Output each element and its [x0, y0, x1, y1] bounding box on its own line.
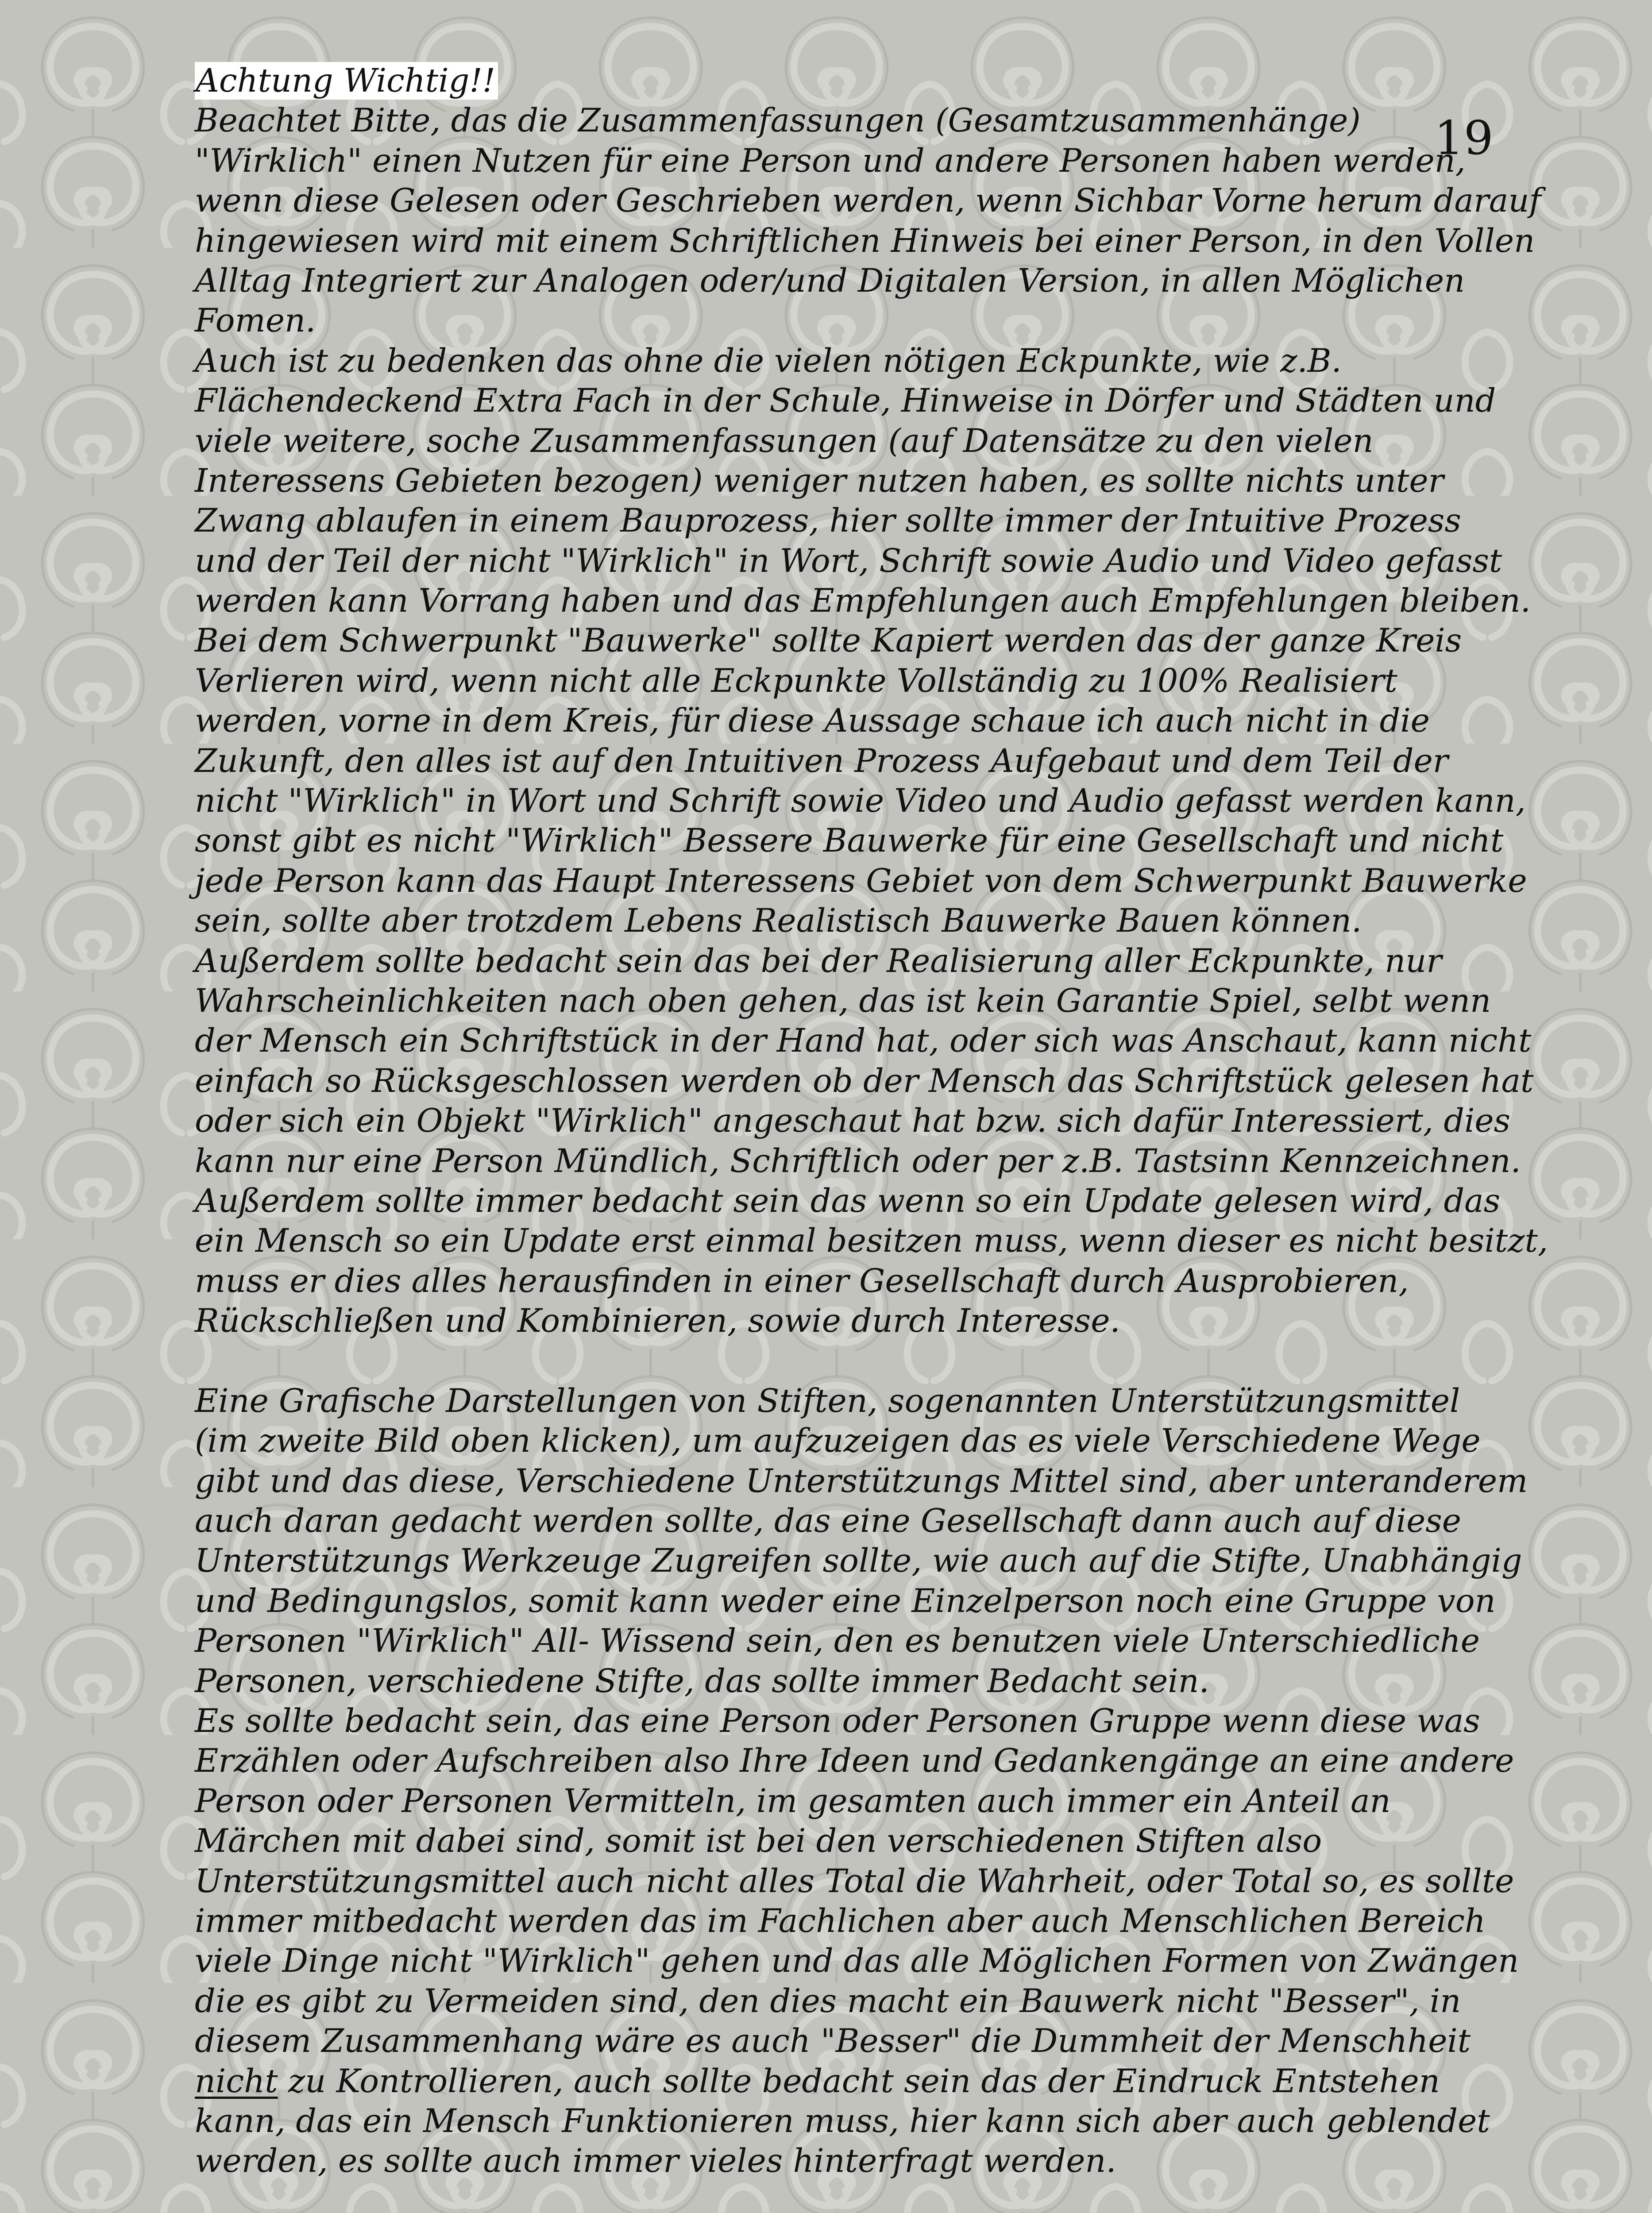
text-line: Rückschließen und Kombinieren, sowie durch Interesse. — [195, 1302, 1120, 1340]
blank-line — [195, 1342, 1523, 1381]
text-line: jede Person kann das Haupt Interessens Gebiet von dem Schwerpunkt Bauwerke — [195, 862, 1527, 900]
text-line: Eine Grafische Darstellungen von Stiften, sogenannten Unterstützungsmittel — [195, 1382, 1460, 1420]
text-line: sonst gibt es nicht "Wirklich" Bessere Bauwerke für eine Gesellschaft und nicht — [195, 822, 1504, 860]
text-line: Märchen mit dabei sind, somit ist bei den verschiedenen Stiften also — [195, 1822, 1322, 1860]
text-line: Alltag Integriert zur Analogen oder/und Digitalen Version, in allen Möglichen — [195, 262, 1465, 300]
text-line: Unterstützungsmittel auch nicht alles Total die Wahrheit, oder Total so, es sollte — [195, 1862, 1514, 1900]
text-line: und der Teil der nicht "Wirklich" in Wort, Schrift sowie Audio und Video gefasst — [195, 542, 1502, 580]
text-line: der Mensch ein Schriftstück in der Hand hat, oder sich was Anschaut, kann nicht — [195, 1022, 1532, 1060]
text-line: Außerdem sollte immer bedacht sein das wenn so ein Update gelesen wird, das — [195, 1182, 1501, 1220]
text-line: Beachtet Bitte, das die Zusammenfassungen (Gesamtzusammenhänge) — [195, 102, 1361, 140]
text-line: sein, sollte aber trotzdem Lebens Realistisch Bauwerke Bauen können. — [195, 902, 1362, 940]
text-line: Zukunft, den alles ist auf den Intuitiven Prozess Aufgebaut und dem Teil der — [195, 742, 1448, 780]
text-line: die es gibt zu Vermeiden sind, den dies macht ein Bauwerk nicht "Besser", in — [195, 1982, 1461, 2020]
text-line: immer mitbedacht werden das im Fachlichen aber auch Menschlichen Bereich — [195, 1902, 1486, 1940]
text-line: "Wirklich" einen Nutzen für eine Person und andere Personen haben werden, — [195, 142, 1466, 180]
document-body-text — [195, 61, 1548, 2182]
text-line: kann nur eine Person Mündlich, Schriftlich oder per z.B. Tastsinn Kennzeichnen. — [195, 1142, 1521, 1180]
underlined-line-rest: zu Kontrollieren, auch sollte bedacht sein das der Eindruck Entstehen — [278, 2062, 1440, 2100]
page-number: 19 — [1434, 111, 1494, 165]
underlined-word: nicht — [195, 2062, 278, 2100]
highlighted-heading: Achtung Wichtig!! — [195, 62, 498, 100]
text-line: Flächendeckend Extra Fach in der Schule, Hinweise in Dörfer und Städten und — [195, 382, 1496, 420]
text-line: werden kann Vorrang haben und das Empfehlungen auch Empfehlungen bleiben. — [195, 582, 1531, 620]
text-line: Interessens Gebieten bezogen) weniger nutzen haben, es sollte nichts unter — [195, 462, 1444, 500]
underlined-line — [195, 2062, 1523, 2101]
text-line: Zwang ablaufen in einem Bauprozess, hier sollte immer der Intuitive Prozess — [195, 502, 1461, 540]
text-line: werden, es sollte auch immer vieles hinterfragt werden. — [195, 2142, 1116, 2180]
text-line: Unterstützungs Werkzeuge Zugreifen sollte, wie auch auf die Stifte, Unabhängig — [195, 1542, 1522, 1580]
text-line: kann, das ein Mensch Funktionieren muss, hier kann sich aber auch geblendet — [195, 2102, 1490, 2140]
text-line: (im zweite Bild oben klicken), um aufzuzeigen das es viele Verschiedene Wege — [195, 1422, 1481, 1460]
text-line: wenn diese Gelesen oder Geschrieben werden, wenn Sichbar Vorne herum darauf — [195, 182, 1541, 220]
text-line: nicht "Wirklich" in Wort und Schrift sowie Video und Audio gefasst werden kann, — [195, 782, 1526, 820]
text-line: Verlieren wird, wenn nicht alle Eckpunkte Vollständig zu 100% Realisiert — [195, 662, 1397, 700]
text-line: Es sollte bedacht sein, das eine Person oder Personen Gruppe wenn diese was — [195, 1702, 1480, 1740]
text-line: diesem Zusammenhang wäre es auch "Besser" die Dummheit der Menschheit — [195, 2022, 1471, 2060]
text-line: hingewiesen wird mit einem Schriftlichen Hinweis bei einer Person, in den Vollen — [195, 222, 1535, 260]
text-line: Personen "Wirklich" All- Wissend sein, den es benutzen viele Unterschiedliche — [195, 1622, 1480, 1660]
text-line: Wahrscheinlichkeiten nach oben gehen, das ist kein Garantie Spiel, selbt wenn — [195, 982, 1491, 1020]
text-line: ein Mensch so ein Update erst einmal besitzen muss, wenn dieser es nicht besitzt, — [195, 1222, 1548, 1260]
text-line: viele Dinge nicht "Wirklich" gehen und das alle Möglichen Formen von Zwängen — [195, 1942, 1519, 1980]
text-line: werden, vorne in dem Kreis, für diese Aussage schaue ich auch nicht in die — [195, 702, 1430, 740]
text-line: Person oder Personen Vermitteln, im gesamten auch immer ein Anteil an — [195, 1782, 1391, 1820]
text-line: Fomen. — [195, 302, 316, 340]
text-line: und Bedingungslos, somit kann weder eine Einzelperson noch eine Gruppe von — [195, 1582, 1496, 1620]
text-line: Außerdem sollte bedacht sein das bei der Realisierung aller Eckpunkte, nur — [195, 942, 1442, 980]
text-line: gibt und das diese, Verschiedene Unterstützungs Mittel sind, aber unteranderem — [195, 1462, 1528, 1500]
text-line: oder sich ein Objekt "Wirklich" angeschaut hat bzw. sich dafür Interessiert, dies — [195, 1102, 1511, 1140]
text-line: Erzählen oder Aufschreiben also Ihre Ideen und Gedankengänge an eine andere — [195, 1742, 1514, 1780]
text-line: Auch ist zu bedenken das ohne die vielen nötigen Eckpunkte, wie z.B. — [195, 342, 1342, 380]
text-line: auch daran gedacht werden sollte, das eine Gesellschaft dann auch auf diese — [195, 1502, 1461, 1540]
text-line: einfach so Rücksgeschlossen werden ob der Mensch das Schriftstück gelesen hat — [195, 1062, 1534, 1100]
text-line: viele weitere, soche Zusammenfassungen (auf Datensätze zu den vielen — [195, 422, 1374, 460]
heading-line — [195, 61, 1523, 101]
text-line: Personen, verschiedene Stifte, das sollte immer Bedacht sein. — [195, 1662, 1209, 1700]
text-line: muss er dies alles herausfinden in einer Gesellschaft durch Ausprobieren, — [195, 1262, 1409, 1300]
text-line: Bei dem Schwerpunkt "Bauwerke" sollte Kapiert werden das der ganze Kreis — [195, 622, 1462, 660]
